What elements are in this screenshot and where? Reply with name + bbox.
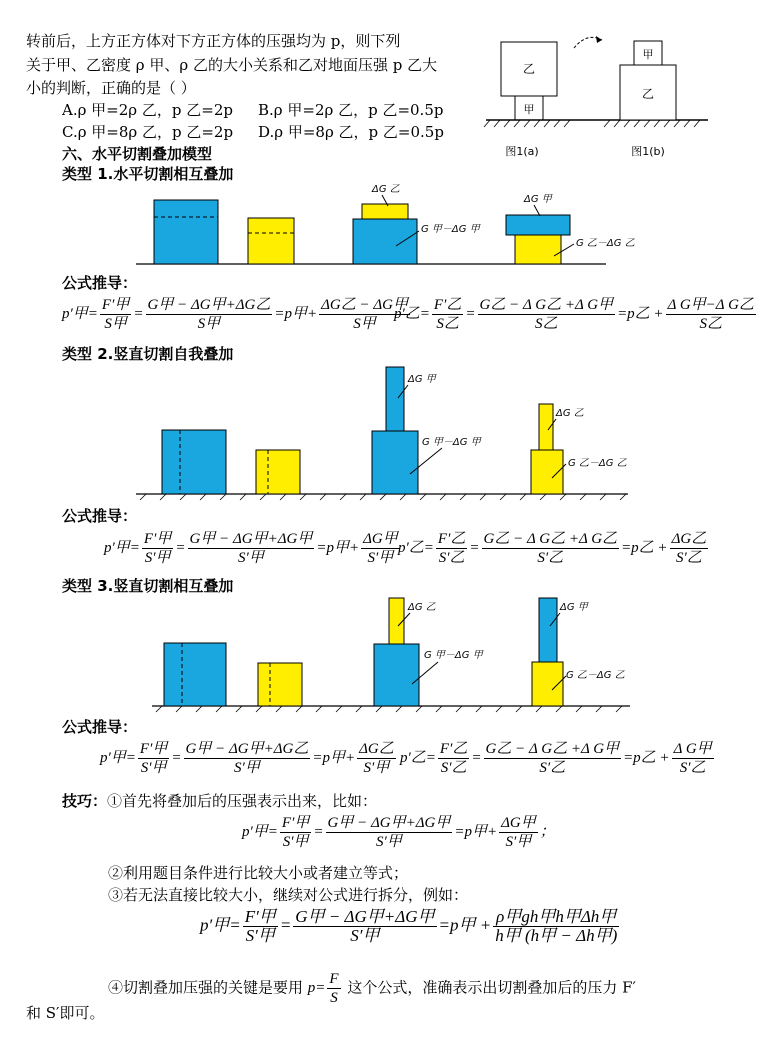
type1-derive-label: 公式推导： [62,274,138,292]
option-d: D.ρ 甲=8ρ 乙，p 乙=0.5p [258,123,444,141]
tips-line-2: ②利用题目条件进行比较大小或者建立等式； [108,864,409,882]
type3-diagram [148,592,634,718]
section-title: 六、水平切割叠加模型 [62,145,213,163]
t3-stack2-top [539,598,557,662]
t3-block-jia [164,643,226,706]
fig1a-label-jia: 甲 [523,103,535,116]
t2-label-gyi: G 乙－ΔG 乙 [568,458,627,469]
type3-derive-label: 公式推导： [62,718,138,736]
fig1-ground-hatch [484,120,700,127]
tips-line-4: ④切割叠加压强的关键是要用 p= $\frac{F}{S}$ 这个公式，准确表示出切割叠加后的压力 F′ [108,971,636,1006]
t2-label-dgyi: ΔG 乙 [556,408,584,419]
t1-block-jia [154,200,218,264]
figure-1 [484,28,710,163]
t3-block-yi [258,663,302,706]
t3-stack1-top [389,598,404,644]
tips-line-5: 和 S′即可。 [26,1004,105,1022]
t1-label-gjia: G 甲－ΔG 甲 [421,224,480,235]
fig1b-caption: 图1(b) [631,145,665,158]
t2-label-gjia: G 甲－ΔG 甲 [422,437,481,448]
tips-line-3: ③若无法直接比较大小，继续对公式进行拆分，例如： [108,886,469,904]
type2-formula-jia: p′甲= $\frac{\text{F′甲}}{\text{S′甲}}$ = $\frac{\text{G甲 − ΔG甲+ΔG甲}}{\text{S′甲}}$ =p甲+ $\frac{\text{ΔG甲}}{\text{S′甲}}$ [104,531,398,566]
tips-title: 技巧： [62,792,108,810]
t2-block-yi [256,450,300,494]
t2-stack1-bottom [372,431,418,494]
fig1a-caption: 图1(a) [505,145,539,158]
t3-label-gyi: G 乙－ΔG 乙 [566,670,625,681]
t1-label-dgjia: ΔG 甲 [524,194,552,205]
t2-label-dgjia: ΔG 甲 [408,374,436,385]
t1-block-yi [248,218,294,264]
t1-stack2-top [506,215,570,235]
type1-formula-yi: p′乙= $\frac{\text{F′乙}}{\text{S乙}}$ = $\frac{\text{G乙 − Δ G乙 +Δ G甲}}{\text{S乙}}$ =p乙 + $\frac{\text{Δ G甲−Δ G乙}}{\text{S乙}}$ [394,297,754,332]
tips-line-1: 技巧：①首先将叠加后的压强表示出来，比如： [62,792,378,810]
type2-derive-label: 公式推导： [62,507,138,525]
t2-stack1-top [386,367,404,431]
t1-stack1-bottom [353,219,417,264]
type2-heading: 类型 2.竖直切割自我叠加 [62,345,234,363]
t1-label-gyi: G 乙－ΔG 乙 [576,238,635,249]
type2-diagram [132,364,632,504]
option-b: B.ρ 甲=2ρ 乙，p 乙=0.5p [258,101,444,119]
question-line-1: 转前后，上方正方体对下方正方体的压强均为 p，则下列 [26,32,401,50]
t3-stack1-bottom [374,644,419,706]
tips-formula-2: p′甲= $\frac{\text{F′甲}}{\text{S′甲}}$ = $\frac{\text{G甲 − ΔG甲+ΔG甲}}{\text{S′甲}}$ =p甲 + $\frac{\text{ρ甲gh甲h甲Δh甲}}{\text{h甲 (h甲 − Δh甲)}}$ [200,907,618,945]
type3-formula-yi: p′乙= $\frac{\text{F′乙}}{\text{S′乙}}$ = $\frac{\text{G乙 − Δ G乙 +Δ G甲}}{\text{S′乙}}$ =p乙 + $\frac{\text{Δ G甲}}{\text{S′乙}}$ [400,741,712,776]
t1-stack1-top [362,204,408,219]
t2-block-jia [162,430,226,494]
option-c: C.ρ 甲=8ρ 乙，p 乙=2p [62,123,234,141]
fig1a-label-yi: 乙 [522,62,536,76]
t3-label-gjia: G 甲－ΔG 甲 [424,650,483,661]
t1-stack2-bottom [515,235,561,264]
question-line-3: 小的判断，正确的是（ ） [26,79,196,97]
type3-heading: 类型 3.竖直切割相互叠加 [62,577,234,595]
tips-formula-1: p′甲= $\frac{\text{F′甲}}{\text{S′甲}}$ = $\frac{\text{G甲 − ΔG甲+ΔG甲}}{\text{S′甲}}$ =p甲+ $\frac{\text{ΔG甲}}{\text{S′甲}}$ ； [242,815,555,850]
t1-label-dgyi: ΔG 乙 [372,184,400,195]
question-line-2: 关于甲、乙密度 ρ 甲、ρ 乙的大小关系和乙对地面压强 p 乙大 [26,56,438,74]
type1-diagram [136,184,635,272]
fig1b-label-yi: 乙 [641,87,655,101]
type2-formula-yi: p′乙= $\frac{\text{F′乙}}{\text{S′乙}}$ = $\frac{\text{G乙 − Δ G乙 +Δ G乙}}{\text{S′乙}}$ =p乙 + $\frac{\text{ΔG乙}}{\text{S′乙}}$ [398,531,707,566]
type3-formula-jia: p′甲= $\frac{\text{F′甲}}{\text{S′甲}}$ = $\frac{\text{G甲 − ΔG甲+ΔG乙}}{\text{S′甲}}$ =p甲+ $\frac{\text{ΔG乙}}{\text{S′甲}}$ [100,741,394,776]
t2-stack2-top [539,404,553,450]
type1-formula-jia: p′甲= $\frac{\text{F′甲}}{\text{S甲}}$ = $\frac{\text{G甲 − ΔG甲+ΔG乙}}{\text{S甲}}$ =p甲+ $\frac{\text{ΔG乙 − ΔG甲}}{\text{S甲}}$ [62,297,409,332]
t3-label-dgjia: ΔG 甲 [560,602,588,613]
t3-label-dgyi: ΔG 乙 [408,602,436,613]
fig1b-label-jia: 甲 [642,48,654,61]
type1-heading: 类型 1.水平切割相互叠加 [62,165,234,183]
option-a: A.ρ 甲=2ρ 乙，p 乙=2p [62,101,233,119]
